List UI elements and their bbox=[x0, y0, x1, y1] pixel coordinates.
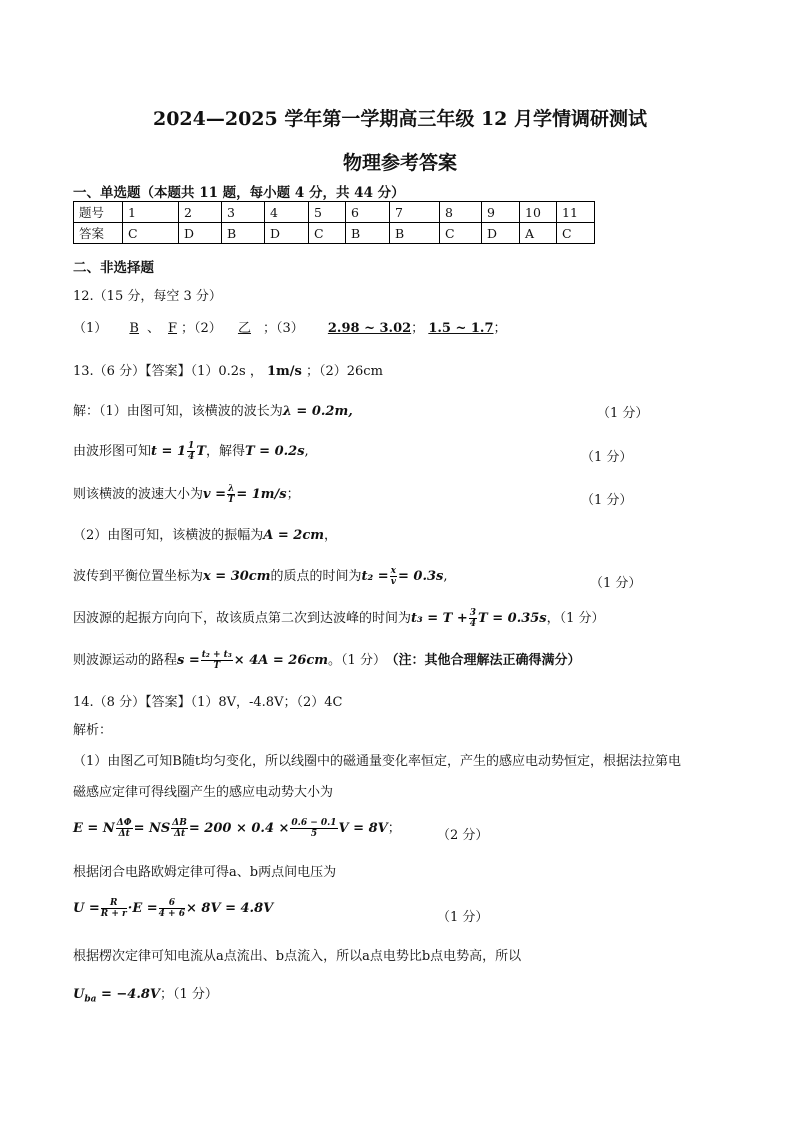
q12-header: 12.（15 分，每空 3 分） bbox=[73, 289, 222, 304]
q12-part-3: ；（3） bbox=[262, 321, 304, 336]
page-title: 2024—2025 学年第一学期高三年级 12 月学情调研测试 bbox=[152, 108, 648, 130]
table-row-label: 答案 bbox=[74, 223, 123, 244]
formula: v = bbox=[203, 487, 226, 502]
formula: U bbox=[73, 987, 85, 1002]
q13-line-3 bbox=[73, 483, 300, 505]
fraction bbox=[469, 608, 477, 629]
fraction bbox=[187, 441, 195, 462]
q13-header bbox=[73, 360, 383, 379]
formula: A = 2cm bbox=[263, 528, 325, 543]
q14-line-4: 根据闭合电路欧姆定律可得a、b两点间电压为 bbox=[73, 865, 337, 880]
fraction bbox=[116, 818, 133, 839]
score: （1 分） bbox=[590, 576, 642, 591]
formula: × 4A = 26cm bbox=[233, 653, 329, 668]
table-cell: D bbox=[482, 223, 520, 244]
formula: = −4.8V bbox=[96, 987, 161, 1002]
text: 由波形图可知 bbox=[73, 444, 152, 459]
q12-answer-2: F bbox=[168, 321, 178, 336]
formula: s = bbox=[177, 653, 200, 668]
table-cell: A bbox=[520, 223, 557, 244]
q12-answers bbox=[73, 317, 507, 336]
numerator: 1 bbox=[188, 441, 195, 451]
formula: = 1m/s bbox=[236, 487, 287, 502]
denominator: 4 bbox=[469, 619, 477, 629]
score: （1 分） bbox=[581, 450, 633, 465]
formula: T = 0.35s bbox=[478, 611, 547, 626]
table-cell: 3 bbox=[222, 202, 265, 223]
numerator: t₂ + t₃ bbox=[201, 650, 232, 660]
table-cell: D bbox=[265, 223, 309, 244]
q12-answer-5: 1.5 ~ 1.7 bbox=[428, 321, 494, 336]
q13-line-4 bbox=[73, 524, 337, 543]
q12-answer-1: B bbox=[129, 321, 139, 336]
score: （2 分） bbox=[437, 828, 489, 843]
fraction bbox=[201, 650, 233, 671]
text: 的质点的时间为 bbox=[270, 569, 362, 584]
fraction bbox=[159, 898, 185, 919]
formula: x = 30cm bbox=[203, 569, 271, 584]
q12-part-1: （1） bbox=[73, 321, 108, 336]
table-cell: D bbox=[179, 223, 222, 244]
text: （2）由图可知，该横波的振幅为 bbox=[73, 528, 264, 543]
q12-part-2: ；（2） bbox=[181, 321, 222, 336]
text: 则波源运动的路程 bbox=[73, 653, 178, 668]
q14-line-1: （1）由图乙可知B随t均匀变化，所以线圈中的磁通量变化率恒定，产生的感应电动势恒定，根据法拉第电 bbox=[73, 754, 682, 769]
q13-header-end: ；（2）26cm bbox=[305, 364, 383, 379]
section-heading-1: 一、单选题（本题共 11 题，每小题 4 分，共 44 分） bbox=[73, 185, 405, 201]
text: , bbox=[304, 444, 309, 459]
q14-line-7 bbox=[73, 983, 218, 1005]
table-cell: B bbox=[222, 223, 265, 244]
denominator: R + r bbox=[100, 909, 127, 919]
q14-line-0: 解析： bbox=[73, 723, 113, 738]
text: 解：（1）由图可知，该横波的波长为 bbox=[73, 404, 283, 419]
score: ，（1 分） bbox=[546, 611, 605, 626]
formula: V = 8V bbox=[338, 821, 388, 836]
q12-sep-2: ； bbox=[411, 321, 425, 336]
q13-line-6 bbox=[73, 607, 605, 629]
numerator: λ bbox=[228, 484, 235, 494]
note: （注：其他合理解法正确得满分） bbox=[391, 653, 581, 668]
formula: = 200 × 0.4 × bbox=[188, 821, 290, 836]
denominator: 4 bbox=[188, 452, 195, 462]
numerator: ΔΦ bbox=[116, 818, 132, 828]
formula: T bbox=[196, 444, 206, 459]
denominator: Δt bbox=[118, 829, 130, 839]
formula: ·E = bbox=[127, 901, 158, 916]
formula: = 0.3s bbox=[398, 569, 444, 584]
table-cell: 9 bbox=[482, 202, 520, 223]
numerator: R bbox=[101, 898, 127, 909]
table-row-label: 题号 bbox=[74, 202, 123, 223]
fraction bbox=[171, 818, 188, 839]
formula: × 8V = 4.8V bbox=[186, 901, 274, 916]
fraction bbox=[101, 898, 127, 919]
formula: E = N bbox=[73, 821, 115, 836]
table-cell: 11 bbox=[557, 202, 595, 223]
table-cell: B bbox=[346, 223, 390, 244]
text: 波传到平衡位置坐标为 bbox=[73, 569, 204, 584]
table-cell: 1 bbox=[123, 202, 179, 223]
table-row-numbers bbox=[74, 202, 595, 223]
table-cell: C bbox=[440, 223, 482, 244]
table-cell: B bbox=[390, 223, 440, 244]
q13-speed: 1m/s bbox=[266, 364, 302, 379]
text: , bbox=[443, 569, 448, 584]
section-heading-2: 二、非选择题 bbox=[73, 260, 154, 276]
denominator: T bbox=[213, 661, 221, 671]
formula: t₃ = T + bbox=[411, 611, 468, 626]
formula: U = bbox=[73, 901, 100, 916]
table-cell: C bbox=[309, 223, 346, 244]
numerator: x bbox=[390, 566, 396, 576]
denominator: T bbox=[227, 495, 235, 505]
table-cell: 10 bbox=[520, 202, 557, 223]
denominator: Δt bbox=[174, 829, 186, 839]
table-cell: 2 bbox=[179, 202, 222, 223]
table-cell: 8 bbox=[440, 202, 482, 223]
q13-line-7 bbox=[73, 649, 580, 671]
text: ；（1 分） bbox=[160, 987, 218, 1002]
text: 。（1 分） bbox=[328, 653, 386, 668]
q12-sep: 、 bbox=[146, 321, 160, 336]
subscript: ba bbox=[84, 994, 97, 1005]
denominator: 4 + 6 bbox=[158, 909, 185, 919]
formula: λ = 0.2m, bbox=[282, 404, 353, 419]
q13-line-2 bbox=[73, 440, 309, 462]
formula: = NS bbox=[133, 821, 171, 836]
numerator: 3 bbox=[469, 608, 477, 618]
numerator: ΔB bbox=[172, 818, 187, 828]
score: （1 分） bbox=[581, 493, 633, 508]
fraction bbox=[290, 818, 337, 839]
fraction bbox=[227, 484, 235, 505]
q14-header: 14.（8 分）【答案】（1）8V，-4.8V；（2）4C bbox=[73, 695, 343, 710]
q14-line-3 bbox=[73, 817, 401, 839]
formula: T = 0.2s bbox=[244, 444, 305, 459]
text: 因波源的起振方向向下，故该质点第二次到达波峰的时间为 bbox=[73, 611, 412, 626]
score: （1 分） bbox=[597, 406, 649, 421]
denominator: 5 bbox=[310, 829, 318, 839]
q13-line-5 bbox=[73, 565, 448, 587]
q14-line-6: 根据楞次定律可知电流从a点流出、b点流入，所以a点电势比b点电势高，所以 bbox=[73, 949, 522, 964]
q13-header-text: 13.（6 分）【答案】（1）0.2s ， bbox=[73, 364, 263, 379]
numerator: 0.6 − 0.1 bbox=[291, 818, 337, 828]
score: （1 分） bbox=[437, 910, 489, 925]
q12-answer-3: 乙 bbox=[237, 321, 251, 336]
table-row-answers bbox=[74, 223, 595, 244]
answer-table bbox=[73, 201, 595, 244]
text: ，解得 bbox=[205, 444, 245, 459]
page-subtitle: 物理参考答案 bbox=[342, 152, 457, 174]
table-cell: C bbox=[123, 223, 179, 244]
formula: t = 1 bbox=[151, 444, 187, 459]
table-cell: 7 bbox=[390, 202, 440, 223]
q12-end: ； bbox=[493, 321, 507, 336]
table-cell: 5 bbox=[309, 202, 346, 223]
table-cell: 6 bbox=[346, 202, 390, 223]
text: ， bbox=[324, 528, 338, 543]
formula: t₂ = bbox=[361, 569, 389, 584]
q13-line-1 bbox=[73, 400, 353, 419]
text: ； bbox=[286, 487, 300, 502]
q14-line-5 bbox=[73, 898, 273, 919]
table-cell: C bbox=[557, 223, 595, 244]
numerator: 6 bbox=[159, 898, 185, 909]
table-cell: 4 bbox=[265, 202, 309, 223]
q12-answer-4: 2.98 ~ 3.02 bbox=[327, 321, 412, 336]
denominator: v bbox=[390, 577, 396, 587]
q14-line-2: 磁感应定律可得线圈产生的感应电动势大小为 bbox=[73, 785, 334, 800]
fraction bbox=[390, 566, 397, 587]
text: 则该横波的波速大小为 bbox=[73, 487, 204, 502]
text: ； bbox=[387, 821, 401, 836]
